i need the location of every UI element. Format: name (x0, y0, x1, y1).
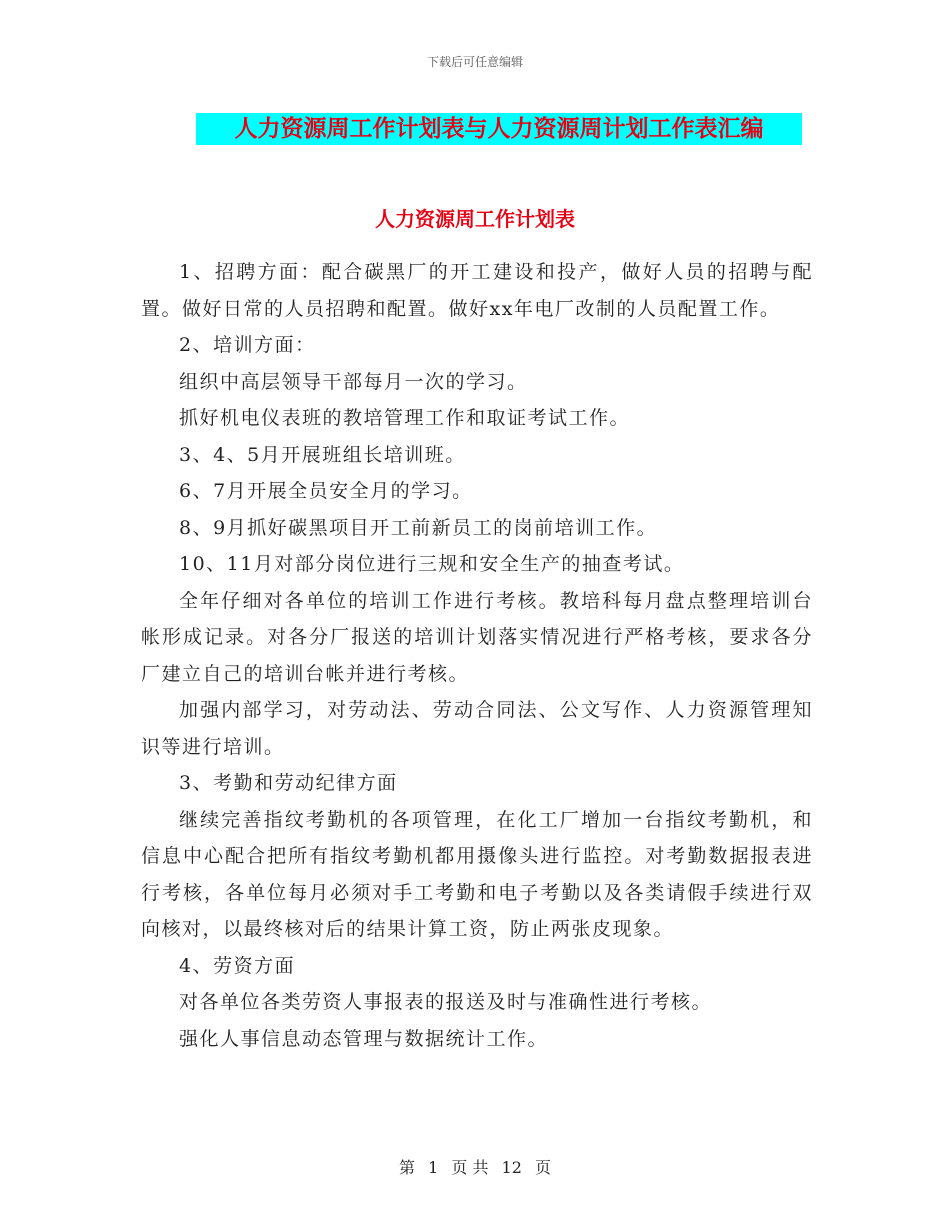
paragraph: 对各单位各类劳资人事报表的报送及时与准确性进行考核。 (179, 991, 713, 1013)
paragraph: 2、培训方面： (179, 334, 316, 356)
paragraph: 8、9月抓好碳黑项目开工前新员工的岗前培训工作。 (179, 516, 658, 539)
header-note: 下载后可任意编辑 (426, 55, 523, 69)
paragraph: 继续完善指纹考勤机的各项管理，在化工厂增加一台指纹考勤机，和信息中心配合把所有指纹考勤机都用摄像头进行监控。对考勤数据报表进行考核，各单位每月必须对手工考勤和电子考勤以及各类请假手续进行双向核对，以最终核对后的结果计算工资，防止两张皮现象。 (141, 808, 813, 940)
paragraph: 加强内部学习，对劳动法、劳动合同法、公文写作、人力资源管理知识等进行培训。 (141, 699, 813, 758)
main-title: 人力资源周工作计划表与人力资源周计划工作表汇编 (234, 116, 764, 142)
paragraph: 全年仔细对各单位的培训工作进行考核。教培科每月盘点整理培训台帐形成记录。对各分厂报送的培训计划落实情况进行严格考核，要求各分厂建立自己的培训台帐并进行考核。 (141, 589, 813, 685)
paragraph: 强化人事信息动态管理与数据统计工作。 (179, 1027, 549, 1050)
paragraph: 6、7月开展全员安全月的学习。 (179, 480, 473, 502)
paragraph: 4、劳资方面 (179, 954, 296, 977)
sub-title: 人力资源周工作计划表 (375, 207, 575, 231)
paragraph: 10、11月对部分岗位进行三规和安全生产的抽查考试。 (179, 553, 685, 575)
page-footer (0, 1155, 950, 1178)
footer-prefix: 第 (398, 1158, 415, 1177)
paragraph: 抓好机电仪表班的教培管理工作和取证考试工作。 (179, 407, 631, 429)
paragraph: 3、考勤和劳动纪律方面 (179, 772, 398, 794)
paragraph: 1、招聘方面：配合碳黑厂的开工建设和投产，做好人员的招聘与配置。做好日常的人员招聘和配置。做好xx年电厂改制的人员配置工作。 (141, 261, 813, 320)
footer-page-number: 1 (428, 1158, 439, 1177)
footer-middle: 页 共 (451, 1158, 489, 1177)
footer-total-pages: 12 (501, 1158, 522, 1177)
paragraph: 组织中高层领导干部每月一次的学习。 (179, 370, 528, 393)
footer-suffix: 页 (535, 1158, 552, 1177)
main-title-highlight (196, 113, 802, 145)
paragraph: 3、4、5月开展班组长培训班。 (179, 443, 466, 466)
document-body (141, 254, 813, 1057)
